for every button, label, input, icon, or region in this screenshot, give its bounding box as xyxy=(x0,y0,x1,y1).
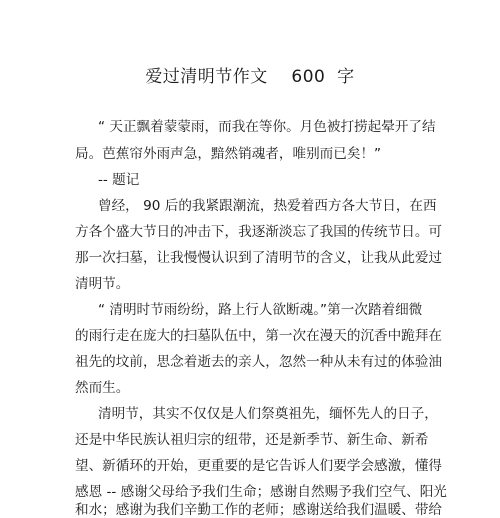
text-line: “ 天正飘着蒙蒙雨，而我在等你。月色被打捞起晕开了结 xyxy=(98,119,436,135)
text-line: 然而生。 xyxy=(75,380,130,396)
document-title: 爱过清明节作文 600 字 xyxy=(145,67,355,87)
text-line: 望、新循环的开始，更重要的是它告诉人们要学会感激，懂得 xyxy=(75,458,443,474)
text-line: 还是中华民族认祖归宗的纽带，还是新季节、新生命、新希 xyxy=(75,432,429,448)
text-line: 清明节。 xyxy=(75,276,130,292)
text-line: 那一次扫墓，让我慢慢认识到了清明节的含义，让我从此爱过 xyxy=(75,250,443,266)
text-line: -- 题记 xyxy=(98,172,140,188)
text-line: 祖先的坟前，思念着逝去的亲人，忽然一种从未有过的体验油 xyxy=(75,354,443,370)
text-line: 方各个盛大节日的冲击下，我逐渐淡忘了我国的传统节日。可 xyxy=(75,224,443,240)
text-line: 曾经， 90 后的我紧跟潮流，热爱着西方各大节日，在西 xyxy=(98,198,437,214)
text-line: “ 清明时节雨纷纷，路上行人欲断魂。”第一次踏着细微 xyxy=(98,302,423,318)
text-line: 的雨行走在庞大的扫墓队伍中，第一次在漫天的沉香中跪拜在 xyxy=(75,328,443,344)
text-line: 清明节，其实不仅仅是人们祭奠祖先，缅怀先人的日子， xyxy=(98,406,438,422)
text-line: 局。芭蕉帘外雨声急，黯然销魂者，唯别而已矣！” xyxy=(75,146,382,162)
text-line: 感恩 -- 感谢父母给予我们生命；感谢自然赐予我们空气、阳光 xyxy=(75,484,447,500)
text-line: 和水；感谢为我们辛勤工作的老师；感谢送给我们温暖、带给 xyxy=(75,502,443,518)
